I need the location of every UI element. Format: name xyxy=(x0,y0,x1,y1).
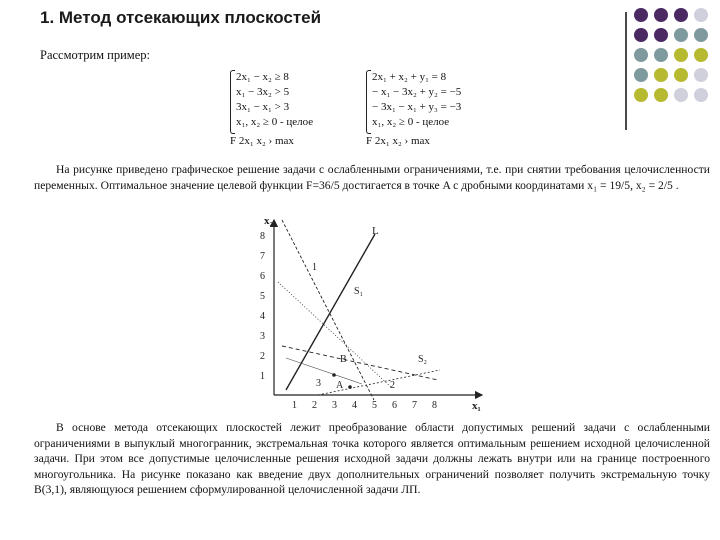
system-right-function: F 2x₁ x₂ › max xyxy=(366,135,430,147)
decorative-dot xyxy=(694,68,708,82)
decorative-dot xyxy=(654,88,668,102)
line-label-l: L xyxy=(372,225,379,237)
system-right-row: − 3x₁ − x₁ + y₃ = −3 xyxy=(372,101,462,113)
x-tick-label: 4 xyxy=(352,400,357,411)
system-left-row: 2x₁ − x₂ ≥ 8 xyxy=(236,71,289,83)
decorative-dot xyxy=(634,48,648,62)
x-tick-label: 5 xyxy=(372,400,377,411)
x-tick-label: 2 xyxy=(312,400,317,411)
line-label-s1: S₁ xyxy=(354,286,364,297)
decorative-dot xyxy=(654,68,668,82)
y-tick-label: 7 xyxy=(260,251,265,262)
decorative-dot xyxy=(634,28,648,42)
decorative-dot xyxy=(674,28,688,42)
page-title: 1. Метод отсекающих плоскостей xyxy=(40,8,322,27)
decorative-dot xyxy=(634,8,648,22)
constraint-line-dotted xyxy=(278,282,392,388)
decorative-dot xyxy=(674,8,688,22)
x-tick-label: 3 xyxy=(332,400,337,411)
system-left xyxy=(230,70,314,149)
decorative-dot xyxy=(674,68,688,82)
intro-text: Рассмотрим пример: xyxy=(40,48,150,62)
decorative-dot xyxy=(674,48,688,62)
x-tick-label: 1 xyxy=(292,400,297,411)
line-label-3: 3 xyxy=(316,378,321,389)
paragraph-2-text: В основе метода отсекающих плоскостей лежит преобразование области допустимых решений задачи с ослабленными ограничениями в выпуклый многогранник, экстремальная точка которого является оптимальным решением исходной целочисленной задачи. При этом все допустимые целочисленные решения исходной задачи должны лежать внутри или на границе построенного многоугольника. На рисунке показано как введение двух дополнительных ограничений позволяет получить экстремальную точку B(3,1), являющуюся решением сформулированной целочисленной задачи ЛП. xyxy=(34,421,710,496)
x-tick-label: 8 xyxy=(432,400,437,411)
line-label-1: 1 xyxy=(312,262,317,273)
y-tick-label: 6 xyxy=(260,271,265,282)
objective-line-l xyxy=(286,234,375,390)
system-left-brace xyxy=(230,70,235,134)
system-left-row: 3x₁ − x₁ > 3 xyxy=(236,101,290,113)
system-right-row: 2x₁ + x₂ + y₁ = 8 xyxy=(372,71,447,83)
decorative-dot xyxy=(674,88,688,102)
paragraph-1-text: На рисунке приведено графическое решение задачи с ослабленными ограничениями, т.е. при снятии требования целочисленности переменных. Оптимальное значение целевой функции F=36/5 достигается в точке A с дробными координатами x₁ = 19/5, x₂ = 2/5 . xyxy=(34,163,710,192)
decorative-dot xyxy=(654,28,668,42)
system-left-function: F 2x₁ x₂ › max xyxy=(230,135,294,147)
system-left-row: x₁ − 3x₂ > 5 xyxy=(236,86,290,98)
system-right-row: − x₁ − 3x₂ + y₂ = −5 xyxy=(372,86,462,98)
decorative-dot xyxy=(634,68,648,82)
decorative-dot xyxy=(634,88,648,102)
graph-figure xyxy=(250,212,490,418)
x-tick-label: 6 xyxy=(392,400,397,411)
x-tick-label: 7 xyxy=(412,400,417,411)
paragraph-graphical-solution xyxy=(34,162,710,193)
decorative-dot xyxy=(654,48,668,62)
line-label-s2: S₂ xyxy=(418,354,428,365)
system-right xyxy=(366,70,462,149)
decorative-dot xyxy=(694,88,708,102)
point-a-marker xyxy=(348,385,352,389)
y-tick-label: 5 xyxy=(260,291,265,302)
line-label-2: 2 xyxy=(390,380,395,391)
system-right-row: x₁, x₂ ≥ 0 - целое xyxy=(372,116,450,128)
constraint-line-2 xyxy=(282,346,438,380)
system-right-brace xyxy=(366,70,371,134)
decorative-dot xyxy=(694,8,708,22)
y-tick-label: 1 xyxy=(260,371,265,382)
decorative-dot-grid xyxy=(634,8,720,118)
system-left-row: x₁, x₂ ≥ 0 - целое xyxy=(236,116,314,128)
y-axis-label: x₂ xyxy=(264,215,273,227)
y-tick-label: 8 xyxy=(260,231,265,242)
point-b-marker xyxy=(332,373,336,377)
y-tick-label: 3 xyxy=(260,331,265,342)
point-label-b: B xyxy=(340,354,347,365)
y-tick-label: 2 xyxy=(260,351,265,362)
decorative-dot xyxy=(694,28,708,42)
decorative-dot xyxy=(654,8,668,22)
y-tick-label: 4 xyxy=(260,311,265,322)
paragraph-method-basis xyxy=(34,420,710,498)
point-label-a: A xyxy=(336,380,344,391)
decorative-dot xyxy=(694,48,708,62)
x-axis-label: x₁ xyxy=(472,400,481,412)
title-divider xyxy=(625,12,627,130)
